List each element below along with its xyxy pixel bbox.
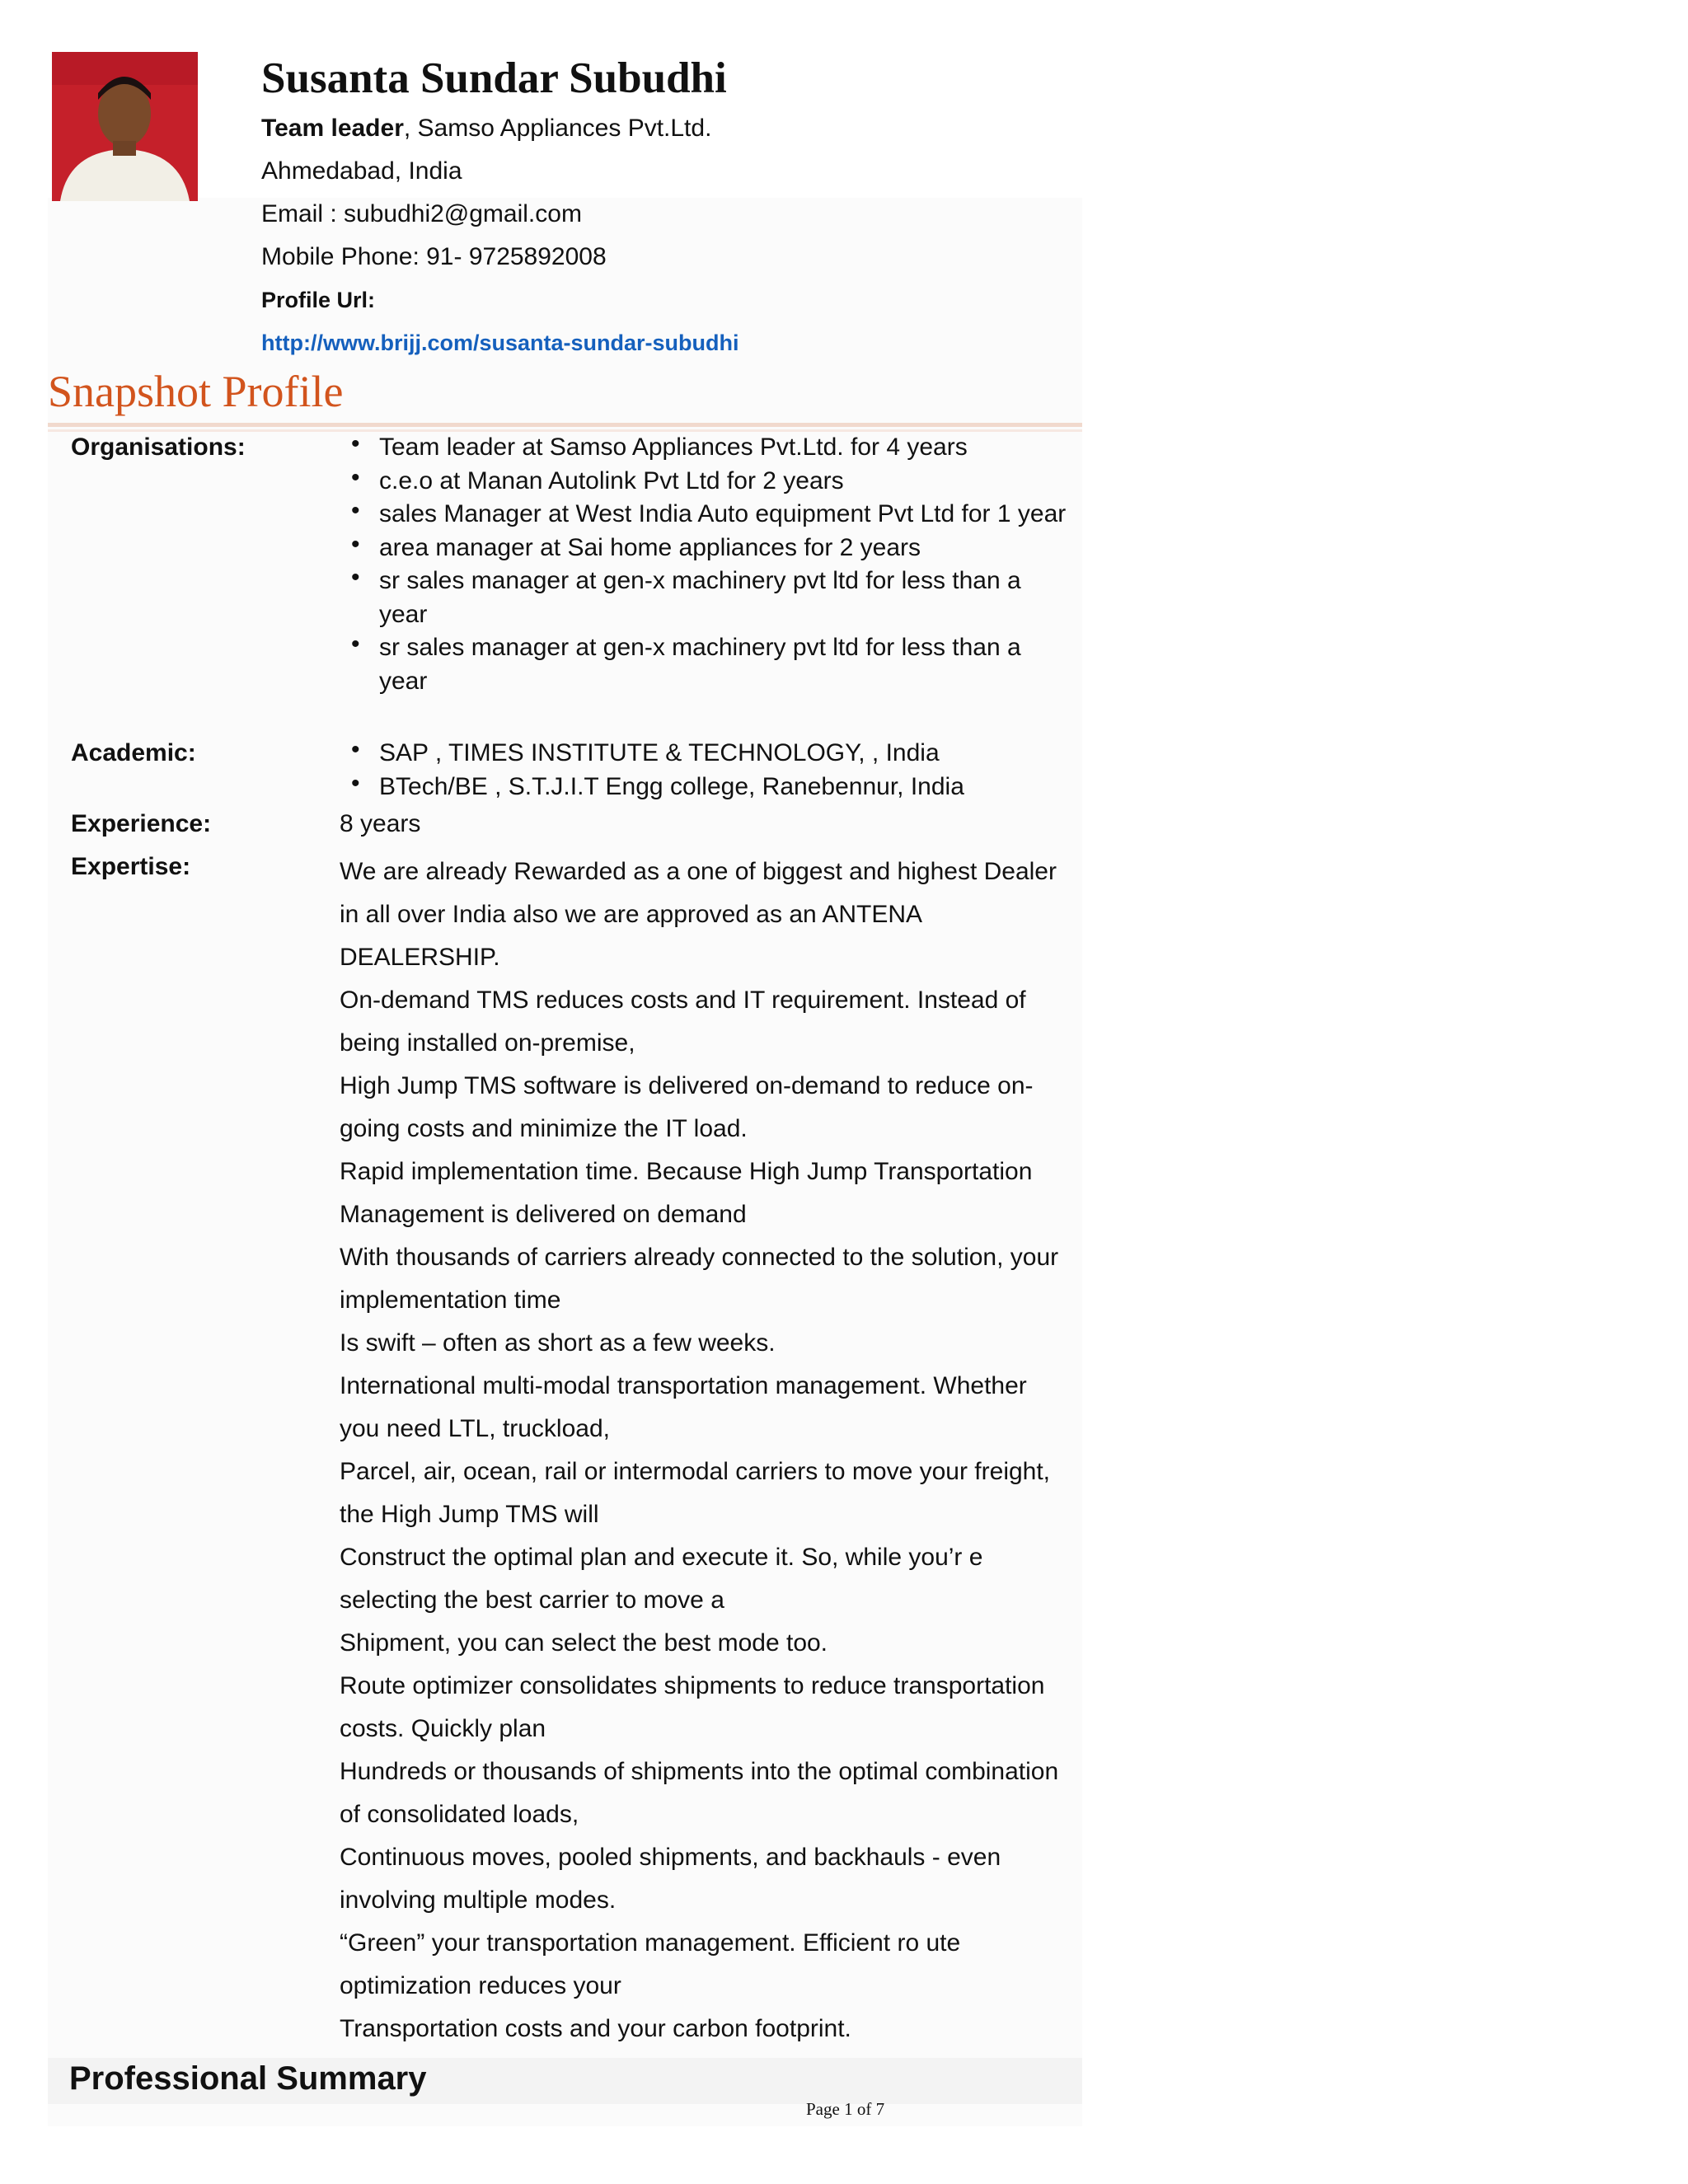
expertise-line: Continuous moves, pooled shipments, and backhauls - even: [340, 1844, 1001, 1871]
email: Email : subudhi2@gmail.com: [261, 200, 582, 227]
organisations-list: [343, 431, 1068, 698]
expertise-line: “Green” your transportation management. Efficient ro ute: [340, 1929, 961, 1957]
expertise-line: DEALERSHIP.: [340, 944, 500, 971]
expertise-line: the High Jump TMS will: [340, 1501, 599, 1528]
list-item: • Team leader at Samso Appliances Pvt.Ltd. for 4 years: [343, 431, 1068, 465]
location: Ahmedabad, India: [261, 157, 462, 185]
expertise-line: implementation time: [340, 1286, 561, 1314]
page-number: Page 1 of 7: [806, 2099, 885, 2119]
experience-label: Experience:: [71, 810, 212, 837]
academic-list: [343, 737, 1068, 804]
expertise-line: With thousands of carriers already connected to the solution, your: [340, 1244, 1059, 1271]
profile-photo: [52, 52, 198, 201]
expertise-line: We are already Rewarded as a one of biggest and highest Dealer: [340, 858, 1057, 885]
list-item: • SAP , TIMES INSTITUTE & TECHNOLOGY, , India: [343, 737, 1068, 771]
expertise-line: Rapid implementation time. Because High Jump Transportation: [340, 1158, 1033, 1185]
list-item: • c.e.o at Manan Autolink Pvt Ltd for 2 years: [343, 465, 1068, 499]
section-divider: [48, 423, 1082, 427]
list-item: • area manager at Sai home appliances for 2 years: [343, 532, 1068, 565]
list-item: • sales Manager at West India Auto equipment Pvt Ltd for 1 year: [343, 498, 1068, 532]
profile-url-link[interactable]: http://www.brijj.com/susanta-sundar-subudhi: [261, 330, 739, 355]
expertise-line: you need LTL, truckload,: [340, 1415, 610, 1442]
expertise-line: Shipment, you can select the best mode too.: [340, 1629, 828, 1657]
expertise-line: selecting the best carrier to move a: [340, 1586, 724, 1614]
expertise-line: Construct the optimal plan and execute it. So, while you’r e: [340, 1544, 983, 1571]
list-item: • sr sales manager at gen-x machinery pvt ltd for less than a year: [343, 565, 1068, 631]
expertise-line: High Jump TMS software is delivered on-demand to reduce on-: [340, 1072, 1034, 1099]
contact-header: [261, 49, 1085, 364]
expertise-line: Hundreds or thousands of shipments into the optimal combination: [340, 1758, 1059, 1785]
expertise-line: in all over India also we are approved as an ANTENA: [340, 901, 923, 928]
organisations-label: Organisations:: [71, 434, 246, 461]
person-name: Susanta Sundar Subudhi: [261, 54, 727, 102]
expertise-line: Is swift – often as short as a few weeks.: [340, 1329, 776, 1357]
expertise-line: going costs and minimize the IT load.: [340, 1115, 748, 1142]
page-margin: [1082, 198, 1688, 2126]
expertise-line: Parcel, air, ocean, rail or intermodal carriers to move your freight,: [340, 1458, 1051, 1485]
section-title-snapshot: Snapshot Profile: [48, 367, 344, 416]
academic-label: Academic:: [71, 739, 196, 766]
expertise-line: being installed on-premise,: [340, 1029, 635, 1057]
section-title-professional-summary: Professional Summary: [69, 2060, 427, 2097]
expertise-line: involving multiple modes.: [340, 1886, 617, 1914]
expertise-line: costs. Quickly plan: [340, 1715, 546, 1742]
list-item: • sr sales manager at gen-x machinery pvt ltd for less than a year: [343, 631, 1068, 698]
expertise-line: optimization reduces your: [340, 1972, 621, 1999]
job-title: Team leader: [261, 115, 404, 142]
expertise-line: of consolidated loads,: [340, 1801, 579, 1828]
list-item: • BTech/BE , S.T.J.I.T Engg college, Ranebennur, India: [343, 771, 1068, 804]
company-name: , Samso Appliances Pvt.Ltd.: [403, 115, 712, 142]
profile-url-label: Profile Url:: [261, 288, 376, 312]
expertise-text: [340, 851, 1081, 2050]
expertise-line: Management is delivered on demand: [340, 1201, 747, 1228]
expertise-line: Route optimizer consolidates shipments to reduce transportation: [340, 1672, 1045, 1699]
experience-value: 8 years: [340, 810, 421, 837]
expertise-line: On-demand TMS reduces costs and IT requirement. Instead of: [340, 987, 1026, 1014]
current-position: [261, 107, 1085, 150]
expertise-line: Transportation costs and your carbon footprint.: [340, 2015, 851, 2042]
mobile-phone: Mobile Phone: 91- 9725892008: [261, 243, 607, 270]
expertise-line: International multi-modal transportation management. Whether: [340, 1372, 1027, 1399]
expertise-label: Expertise:: [71, 853, 191, 880]
